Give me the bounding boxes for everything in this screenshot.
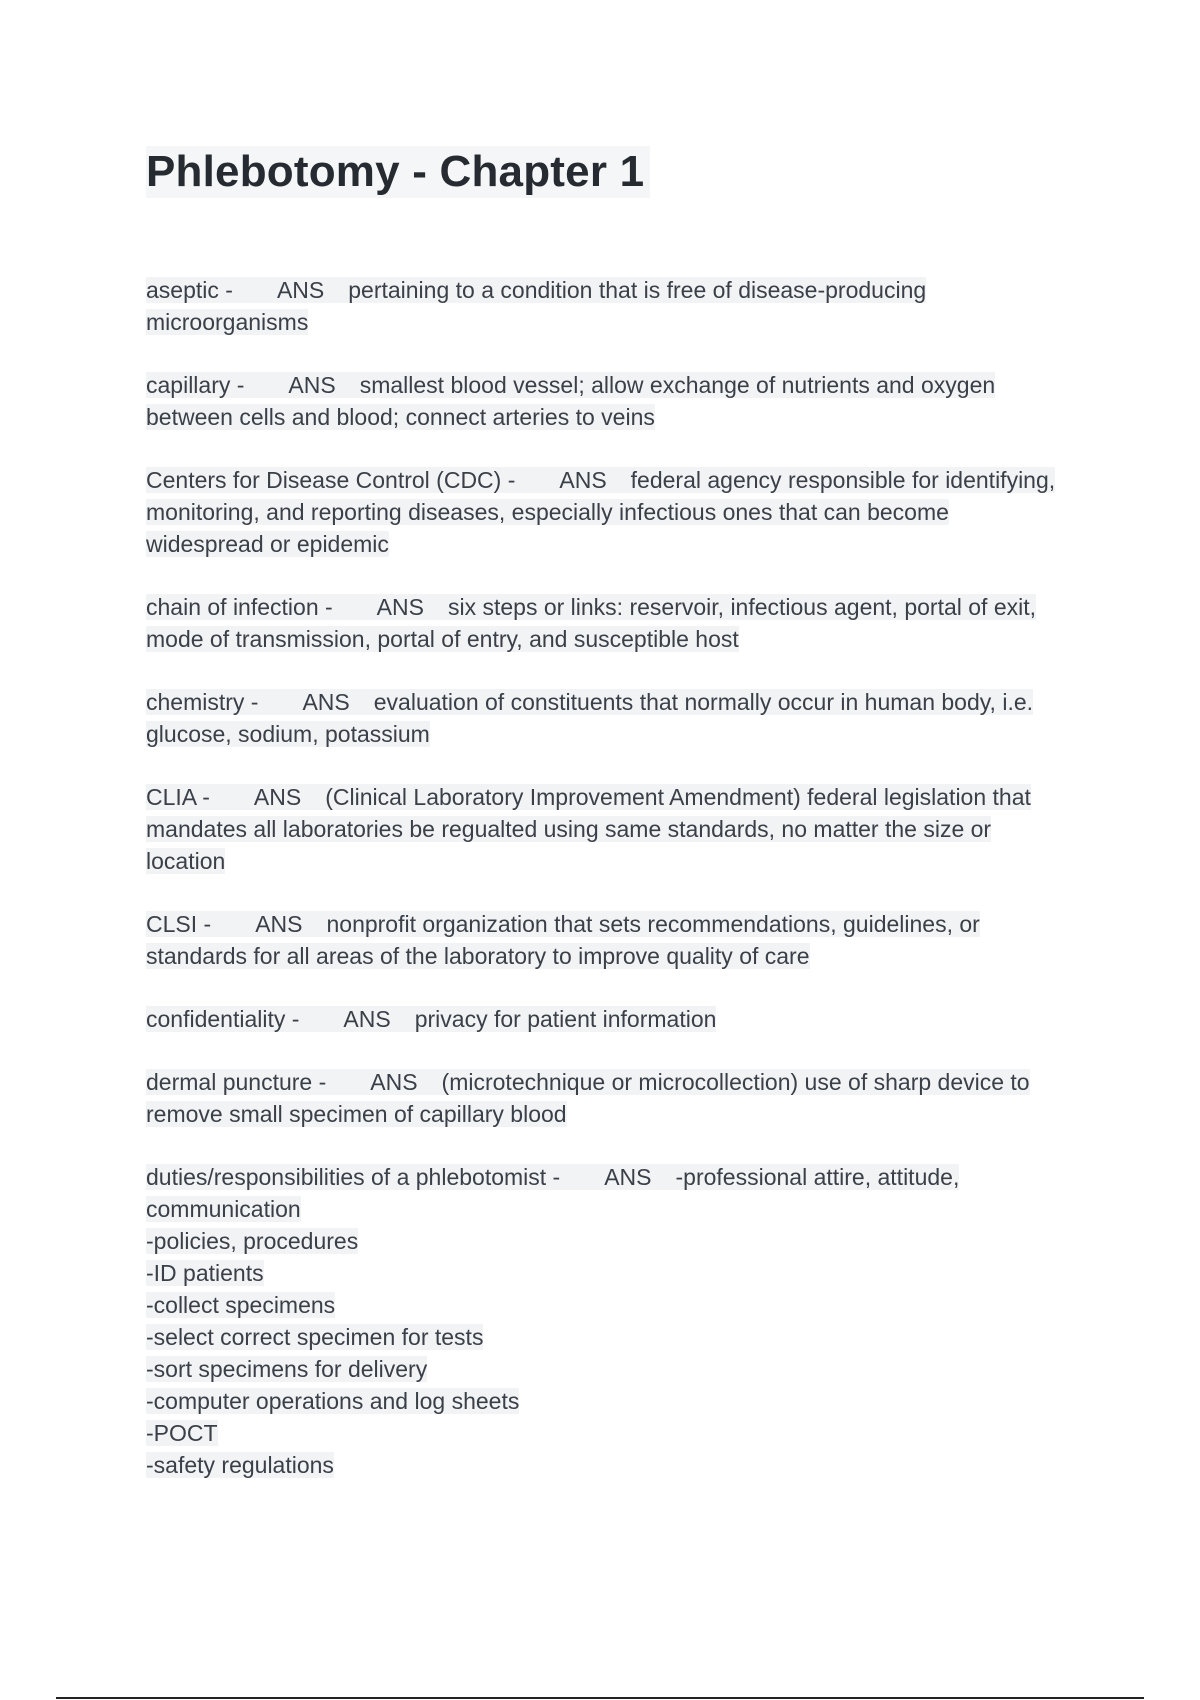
- footer-divider: [56, 1697, 1144, 1699]
- flashcard-entry-chemistry: [146, 686, 1066, 750]
- flashcard-entry-clia: [146, 781, 1066, 877]
- answer-marker: ANS: [253, 784, 302, 810]
- flashcard-list: [146, 274, 1066, 1512]
- duty-line: -collect specimens: [146, 1292, 336, 1318]
- flashcard-entry-duties: [146, 1161, 1066, 1481]
- flashcard-entry-cdc: [146, 464, 1066, 560]
- definition: privacy for patient information: [414, 1006, 717, 1032]
- definition: evaluation of constituents that normally occur in human body, i.e. glucose, sodium, potassium: [146, 689, 1034, 747]
- answer-marker: ANS: [288, 372, 336, 398]
- flashcard-entry-aseptic: [146, 274, 1066, 338]
- definition: federal agency responsible for identifying, monitoring, and reporting diseases, especially infectious ones that can become widespread or epidemic: [146, 467, 1056, 557]
- flashcard-entry-confidentiality: [146, 1003, 1066, 1035]
- answer-marker: ANS: [604, 1164, 652, 1190]
- answer-marker: ANS: [370, 1069, 418, 1095]
- answer-marker: ANS: [276, 277, 325, 303]
- answer-marker: ANS: [376, 594, 424, 620]
- term: capillary -: [146, 372, 245, 398]
- term: CLIA -: [146, 784, 210, 810]
- duty-line: -safety regulations: [146, 1452, 334, 1478]
- duty-line: -select correct specimen for tests: [146, 1324, 484, 1350]
- duty-line: -ID patients: [146, 1260, 264, 1286]
- term: aseptic -: [146, 277, 233, 303]
- duty-line: -computer operations and log sheets: [146, 1388, 520, 1414]
- answer-marker: ANS: [559, 467, 607, 493]
- definition: six steps or links: reservoir, infectious agent, portal of exit, mode of transmission, portal of entry, and susceptible host: [146, 594, 1037, 652]
- definition: pertaining to a condition that is free of disease-producing microorganisms: [146, 277, 927, 335]
- definition: nonprofit organization that sets recommendations, guidelines, or standards for all areas of the laboratory to improve quality of care: [146, 911, 980, 969]
- flashcard-entry-clsi: [146, 908, 1066, 972]
- term: chemistry -: [146, 689, 259, 715]
- definition: -professional attire, attitude, communication: [146, 1164, 960, 1222]
- definition: (microtechnique or microcollection) use of sharp device to remove small specimen of capillary blood: [146, 1069, 1030, 1127]
- flashcard-entry-chain-of-infection: [146, 591, 1066, 655]
- page-title: Phlebotomy - Chapter 1: [146, 146, 650, 198]
- duty-line: -POCT: [146, 1420, 218, 1446]
- duty-line: -policies, procedures: [146, 1228, 359, 1254]
- term: CLSI -: [146, 911, 212, 937]
- flashcard-entry-capillary: [146, 369, 1066, 433]
- answer-marker: ANS: [255, 911, 303, 937]
- term: Centers for Disease Control (CDC) -: [146, 467, 516, 493]
- definition: (Clinical Laboratory Improvement Amendment) federal legislation that mandates all laboratories be regualted using same standards, no matter the size or location: [146, 784, 1031, 874]
- duty-line: -sort specimens for delivery: [146, 1356, 428, 1382]
- term: confidentiality -: [146, 1006, 300, 1032]
- answer-marker: ANS: [343, 1006, 391, 1032]
- term: chain of infection -: [146, 594, 333, 620]
- flashcard-entry-dermal-puncture: [146, 1066, 1066, 1130]
- term: dermal puncture -: [146, 1069, 327, 1095]
- term: duties/responsibilities of a phlebotomist -: [146, 1164, 561, 1190]
- definition: smallest blood vessel; allow exchange of nutrients and oxygen between cells and blood; connect arteries to veins: [146, 372, 996, 430]
- answer-marker: ANS: [302, 689, 350, 715]
